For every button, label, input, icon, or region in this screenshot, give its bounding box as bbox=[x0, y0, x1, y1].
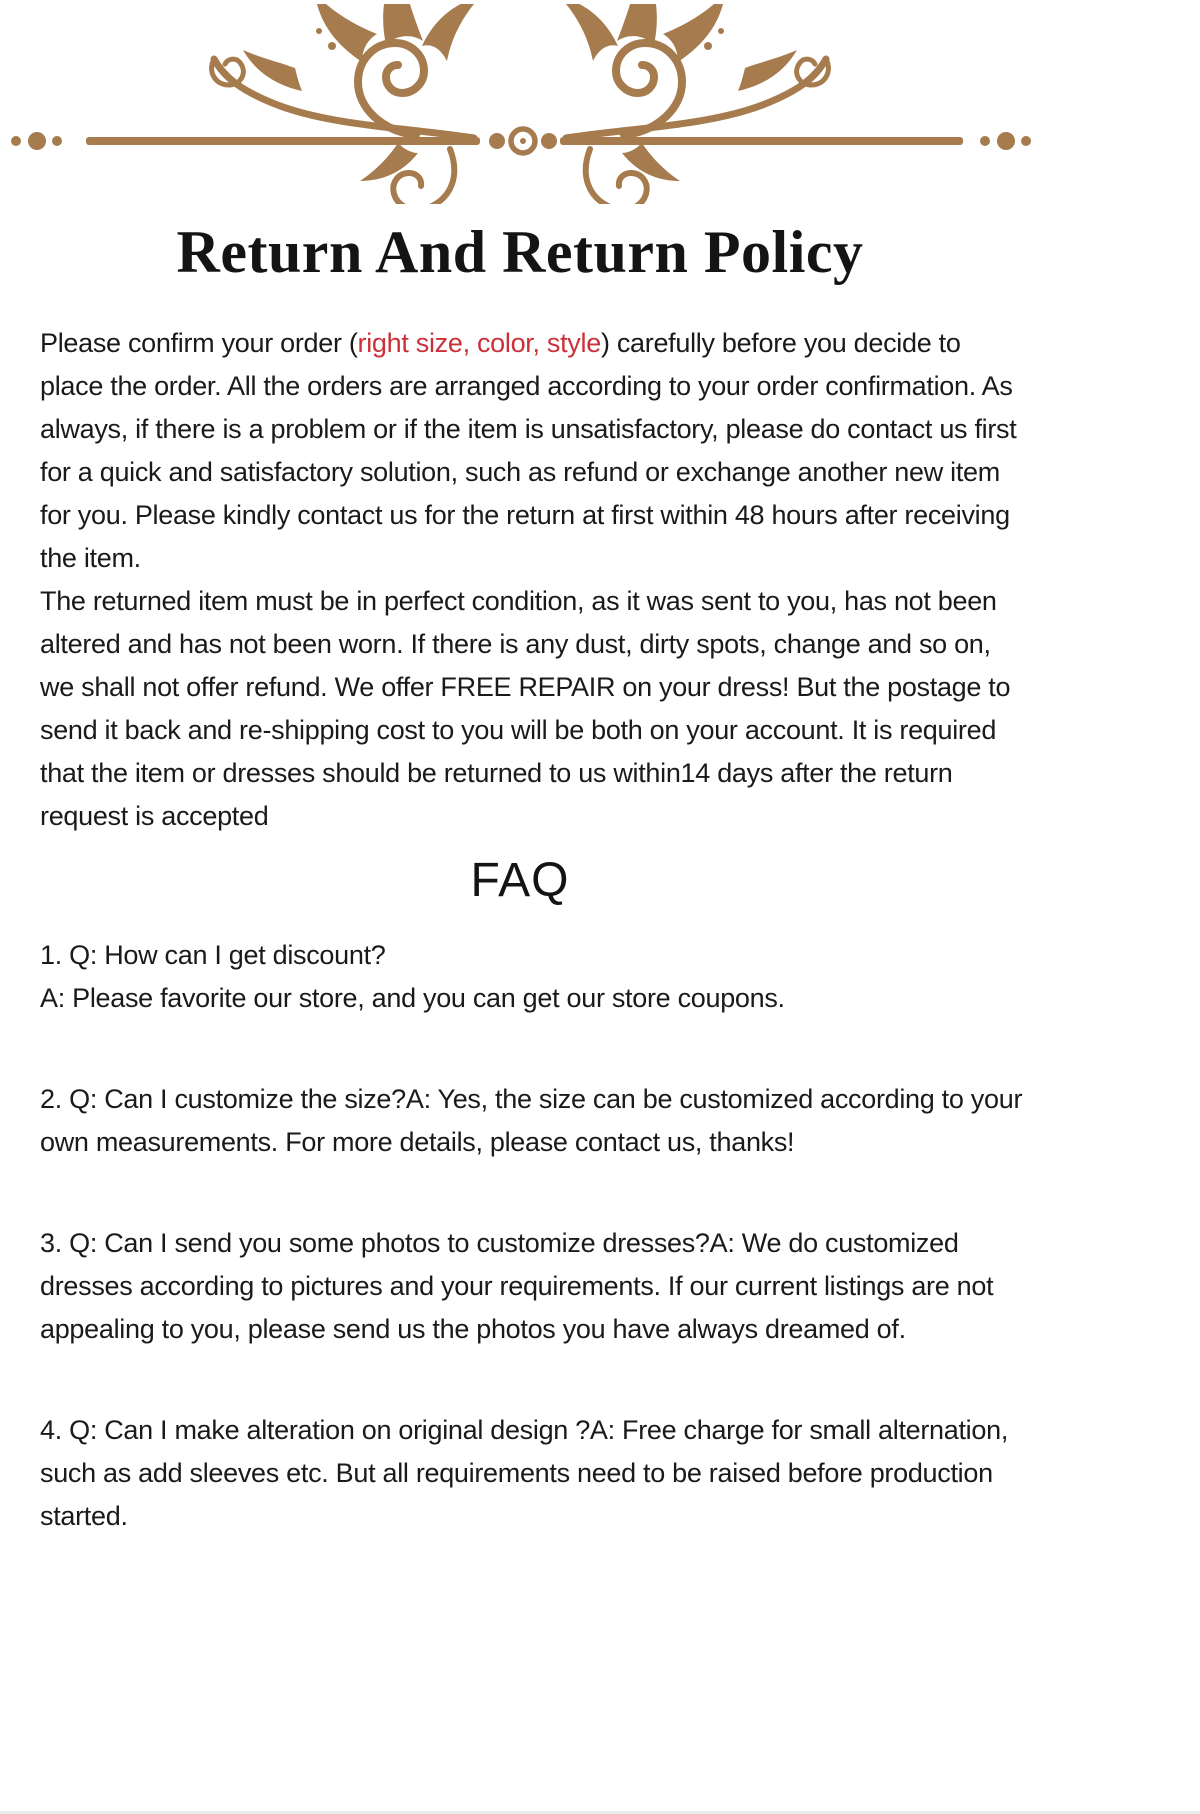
faq-heading: FAQ bbox=[470, 854, 570, 907]
faq-answer: A: Please favorite our store, and you can get our store coupons. bbox=[40, 983, 785, 1013]
faq-question: 1. Q: How can I get discount? bbox=[40, 940, 386, 970]
policy-page bbox=[0, 4, 1040, 1538]
policy-intro-after: ) carefully before you decide to place the order. All the orders are arranged according to your order confirmation. As always, if there is a problem or if the item is unsatisfactory, please do contact us first for a quick and satisfactory solution, such as refund or exchange another new item for you. Please kindly contact us for the return at first within 48 hours after receiving the item. bbox=[40, 328, 1017, 573]
faq-item-alteration: 4. Q: Can I make alteration on original design ?A: Free charge for small alternation, such as add sleeves etc. But all requirements need to be raised before production started. bbox=[40, 1415, 1009, 1531]
faq-item-discount bbox=[40, 934, 1025, 1020]
policy-intro-before: Please confirm your order ( bbox=[40, 328, 358, 358]
faq-item-customize-photos: 3. Q: Can I send you some photos to customize dresses?A: We do customized dresses according to pictures and your requirements. If our current listings are not appealing to you, please send us the photos you have always dreamed of. bbox=[40, 1228, 994, 1344]
highlighted-order-options: right size, color, style bbox=[357, 328, 601, 358]
policy-paragraph-order-confirmation bbox=[40, 322, 1025, 580]
faq-list bbox=[40, 934, 1025, 1538]
faq-item-customize-size: 2. Q: Can I customize the size?A: Yes, the size can be customized according to your own measurements. For more details, please contact us, thanks! bbox=[40, 1084, 1023, 1157]
policy-text bbox=[40, 322, 1025, 838]
policy-paragraph-return-terms: The returned item must be in perfect condition, as it was sent to you, has not been altered and has not been worn. If there is any dust, dirty spots, change and so on, we shall not offer refund. We offer FREE REPAIR on your dress! But the postage to send it back and re-shipping cost to you will be both on your account. It is required that the item or dresses should be returned to us within14 days after the return request is accepted bbox=[40, 586, 1011, 831]
page-title: Return And Return Policy bbox=[176, 219, 864, 285]
floral-divider-ornament bbox=[0, 4, 1040, 204]
